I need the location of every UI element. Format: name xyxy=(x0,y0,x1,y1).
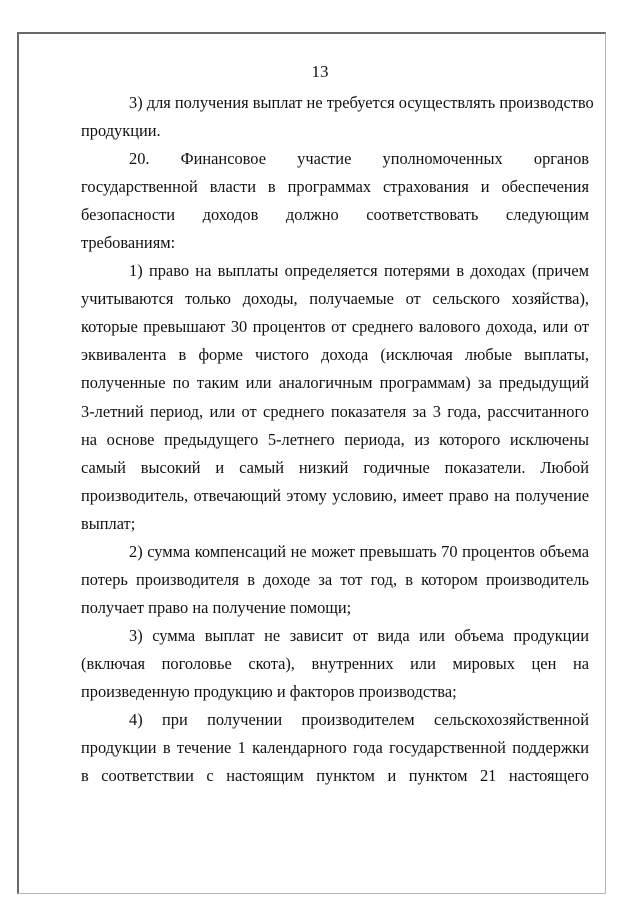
text-line: 2) сумма компенсаций не может превышать 70 процентов объема xyxy=(129,541,589,561)
paragraph-subitem-2 xyxy=(81,538,589,622)
text-line: на основе предыдущего 5-летнего периода, из которого исключены xyxy=(81,429,589,449)
paragraph-section-20 xyxy=(81,145,589,257)
text-line: в соответствии с настоящим пунктом и пунктом 21 настоящего xyxy=(81,766,589,786)
text-line: (включая поголовье скота), внутренних или мировых цен на xyxy=(81,653,589,673)
paragraph-subitem-3 xyxy=(81,622,589,706)
text-line: самый высокий и самый низкий годичные показатели. Любой xyxy=(81,457,589,477)
text-line: продукции. xyxy=(81,121,161,141)
page-number: 13 xyxy=(311,62,329,81)
text-line: эквивалента в форме чистого дохода (исключая любые выплаты, xyxy=(81,345,589,365)
text-line: безопасности доходов должно соответствовать следующим xyxy=(81,205,589,225)
text-line: производитель, отвечающий этому условию, имеет право на получение xyxy=(81,485,589,505)
text-line: 3-летний период, или от среднего показателя за 3 года, рассчитанного xyxy=(81,401,589,421)
text-line: продукции в течение 1 календарного года государственной поддержки xyxy=(81,738,589,758)
text-line: 4) при получении производителем сельскохозяйственной xyxy=(129,710,589,730)
paragraph-subitem-4 xyxy=(81,706,589,790)
text-line: государственной власти в программах страхования и обеспечения xyxy=(81,177,589,197)
paragraph-item-3 xyxy=(81,89,594,145)
text-line: 3) сумма выплат не зависит от вида или объема продукции xyxy=(129,625,589,645)
text-line: получает право на получение помощи; xyxy=(81,597,352,617)
text-line: 1) право на выплаты определяется потерями в доходах (причем xyxy=(129,261,589,281)
text-line: учитываются только доходы, получаемые от сельского хозяйства), xyxy=(81,289,589,309)
paragraph-subitem-1 xyxy=(81,257,589,537)
text-line: полученные по таким или аналогичным программам) за предыдущий xyxy=(81,373,589,393)
text-line: потерь производителя в доходе за тот год, в котором производитель xyxy=(81,569,589,589)
text-line: произведенную продукцию и факторов производства; xyxy=(81,681,457,701)
document-body xyxy=(81,89,594,790)
text-line: 3) для получения выплат не требуется осуществлять производство xyxy=(129,93,594,112)
text-line: которые превышают 30 процентов от среднего валового дохода, или от xyxy=(81,317,589,337)
text-line: 20. Финансовое участие уполномоченных органов xyxy=(129,149,589,169)
text-line: требованиям: xyxy=(81,233,176,253)
text-line: выплат; xyxy=(81,513,136,533)
